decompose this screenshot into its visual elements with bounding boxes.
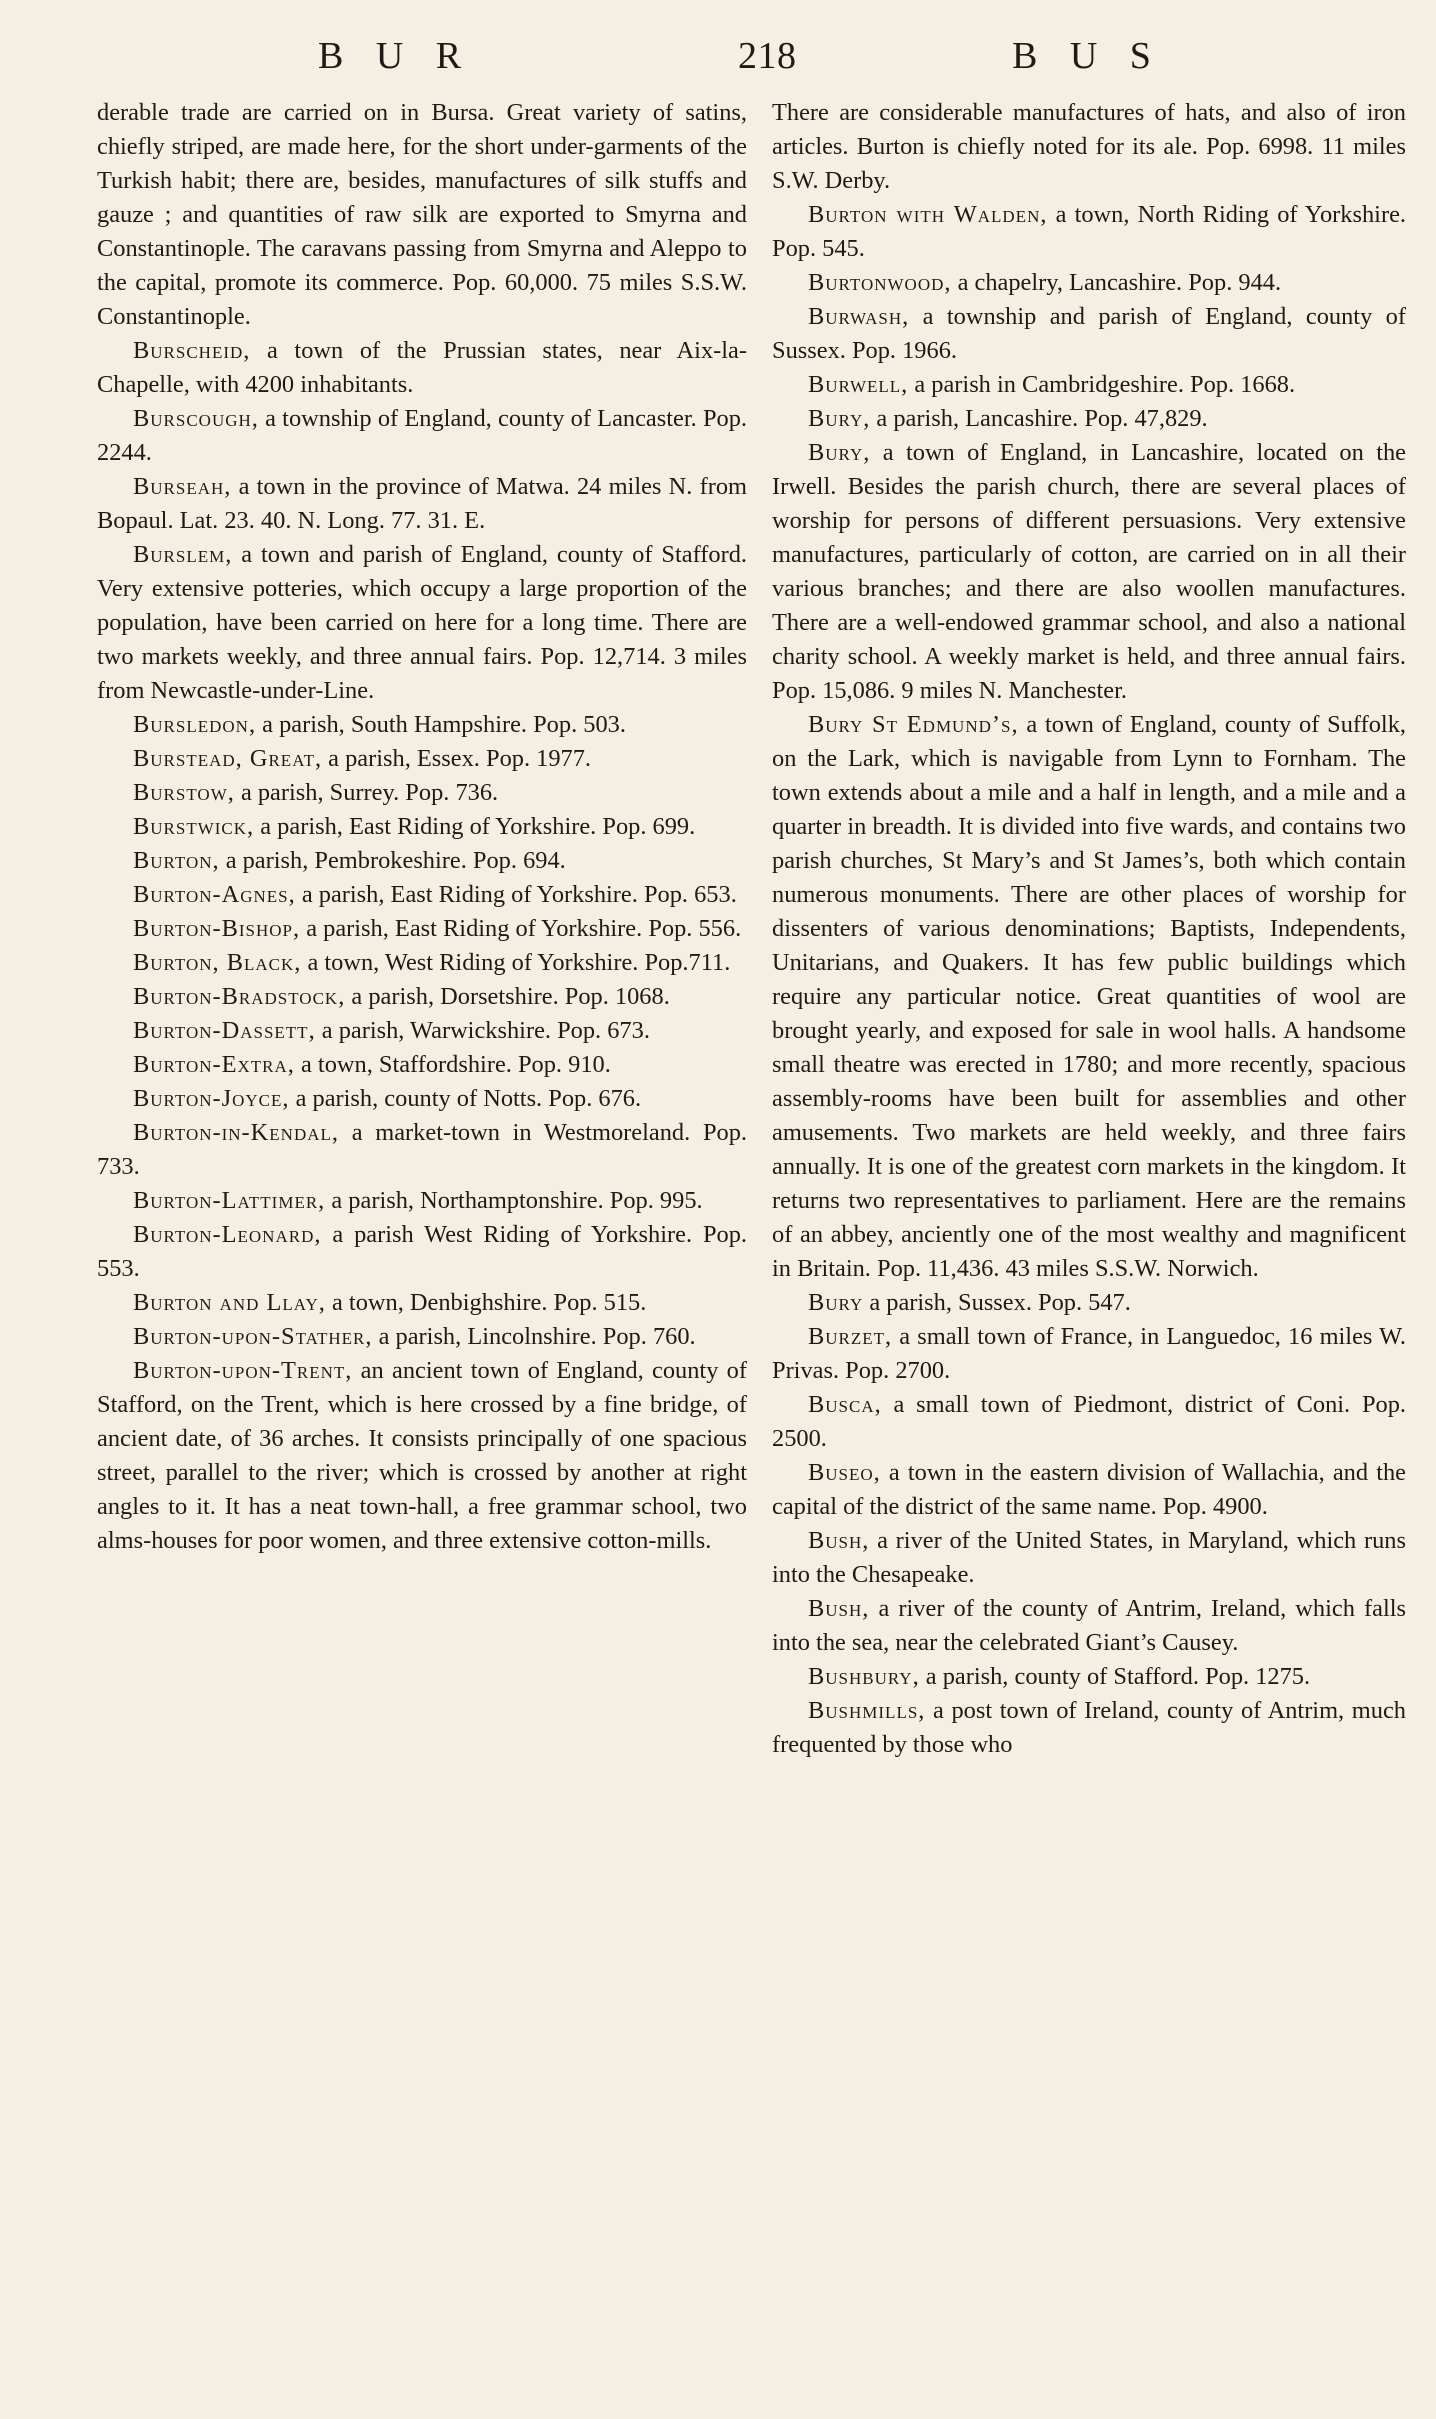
entry: Busca, a small town of Piedmont, district of Coni. Pop. 2500. (772, 1391, 1406, 1452)
entry: Burscheid, a town of the Prussian states, near Aix-la-Chapelle, with 4200 inhabitants. (97, 337, 747, 398)
entry: Bury St Edmund’s, a town of England, county of Suffolk, on the Lark, which is navigable from Lynn to Fornham. The town extends about a mile and a half in length, and a mile and a quarter in breadth. It is divided into five wards, and contains two parish churches, St Mary’s and St James’s, both which contain numerous monuments. There are other places of worship for dissenters of various denominations; Baptists, Independents, Unitarians, and Quakers. It has few public buildings which require any particular notice. Great quantities of wool are brought yearly, and exposed for sale in wool halls. A handsome small theatre was erected in 1780; and more recently, spacious assembly-rooms have been built for assemblies and other amusements. Two markets are held weekly, and three fairs annually. It is one of the greatest corn markets in the kingdom. It returns two representatives to parliament. Here are the remains of an abbey, anciently one of the most wealthy and magnificent in Britain. Pop. 11,436. 43 miles S.S.W. Norwich. (772, 711, 1406, 1282)
entry: Burton-Bishop, a parish, East Riding of Yorkshire. Pop. 556. (133, 915, 742, 942)
entry: Burton-in-Kendal, a market-town in Westmoreland. Pop. 733. (97, 1119, 747, 1180)
running-head-left: B U R (318, 35, 462, 77)
entry: Burstead, Great, a parish, Essex. Pop. 1977. (133, 745, 592, 772)
entry: Bury, a parish, Lancashire. Pop. 47,829. (808, 405, 1208, 432)
entry: Burstwick, a parish, East Riding of Yorkshire. Pop. 699. (133, 813, 696, 840)
entry: Bush, a river of the United States, in Maryland, which runs into the Chesapeake. (772, 1527, 1406, 1588)
entry: Burton, Black, a town, West Riding of Yorkshire. Pop.711. (133, 949, 731, 976)
entry: derable trade are carried on in Bursa. Great variety of satins, chiefly striped, are made here, for the short under-garments of the Turkish habit; there are, besides, manufactures of silk stuffs and gauze ; and quantities of raw silk are exported to Smyrna and Constantinople. The caravans passing from Smyrna and Aleppo to the capital, promote its commerce. Pop. 60,000. 75 miles S.S.W. Constantinople. (97, 99, 747, 330)
page-number: 218 (738, 35, 797, 77)
entry: Bush, a river of the county of Antrim, Ireland, which falls into the sea, near the celebrated Giant’s Causey. (772, 1595, 1406, 1656)
entry: Burtonwood, a chapelry, Lancashire. Pop. 944. (808, 269, 1282, 296)
entry: Burscough, a township of England, county of Lancaster. Pop. 2244. (97, 405, 747, 466)
entry: Burton with Walden, a town, North Riding of Yorkshire. Pop. 545. (772, 201, 1406, 262)
entry: Burton-upon-Trent, an ancient town of England, county of Stafford, on the Trent, which is here crossed by a fine bridge, of ancient date, of 36 arches. It consists principally of one spacious street, parallel to the river; which is crossed by another at right angles to it. It has a neat town-hall, a free grammar school, two alms-houses for poor women, and three extensive cotton-mills. (97, 1357, 747, 1554)
entry: Burzet, a small town of France, in Languedoc, 16 miles W. Privas. Pop. 2700. (772, 1323, 1406, 1384)
entry: There are considerable manufactures of hats, and also of iron articles. Burton is chiefly noted for its ale. Pop. 6998. 11 miles S.W. Derby. (772, 99, 1406, 194)
entry: Bury a parish, Sussex. Pop. 547. (808, 1289, 1131, 1316)
entry: Burslem, a town and parish of England, county of Stafford. Very extensive potteries, which occupy a large proportion of the population, have been carried on here for a long time. There are two markets weekly, and three annual fairs. Pop. 12,714. 3 miles from Newcastle-under-Line. (97, 541, 747, 704)
entry: Burton-upon-Stather, a parish, Lincolnshire. Pop. 760. (133, 1323, 696, 1350)
entry: Bursledon, a parish, South Hampshire. Pop. 503. (133, 711, 626, 738)
right-column (772, 96, 1406, 1762)
entry: Burton, a parish, Pembrokeshire. Pop. 694. (133, 847, 566, 874)
entry: Burton-Lattimer, a parish, Northamptonshire. Pop. 995. (133, 1187, 703, 1214)
entry: Bury, a town of England, in Lancashire, located on the Irwell. Besides the parish church, there are several places of worship for persons of different persuasions. Very extensive manufactures, particularly of cotton, are carried on in all their various branches; and there are also woollen manufactures. There are a well-endowed grammar school, and also a national charity school. A weekly market is held, and three annual fairs. Pop. 15,086. 9 miles N. Manchester. (772, 439, 1406, 704)
entry: Burseah, a town in the province of Matwa. 24 miles N. from Bopaul. Lat. 23. 40. N. Long. 77. 31. E. (97, 473, 747, 534)
entry: Burwell, a parish in Cambridgeshire. Pop. 1668. (808, 371, 1296, 398)
entry: Burstow, a parish, Surrey. Pop. 736. (133, 779, 499, 806)
left-column (97, 96, 747, 1558)
entry: Burton and Llay, a town, Denbighshire. Pop. 515. (133, 1289, 647, 1316)
entry: Burton-Joyce, a parish, county of Notts. Pop. 676. (133, 1085, 642, 1112)
entry: Burton-Dassett, a parish, Warwickshire. Pop. 673. (133, 1017, 650, 1044)
entry: Burwash, a township and parish of England, county of Sussex. Pop. 1966. (772, 303, 1406, 364)
page-header (0, 30, 1436, 90)
entry: Burton-Bradstock, a parish, Dorsetshire. Pop. 1068. (133, 983, 670, 1010)
entry: Bushmills, a post town of Ireland, county of Antrim, much frequented by those who (772, 1697, 1406, 1758)
entry: Bushbury, a parish, county of Stafford. Pop. 1275. (808, 1663, 1311, 1690)
entry: Burton-Agnes, a parish, East Riding of Yorkshire. Pop. 653. (133, 881, 737, 908)
entry: Burton-Extra, a town, Staffordshire. Pop. 910. (133, 1051, 611, 1078)
running-head-right: B U S (1012, 35, 1152, 77)
entry: Buseo, a town in the eastern division of Wallachia, and the capital of the district of the same name. Pop. 4900. (772, 1459, 1406, 1520)
entry: Burton-Leonard, a parish West Riding of Yorkshire. Pop. 553. (97, 1221, 747, 1282)
